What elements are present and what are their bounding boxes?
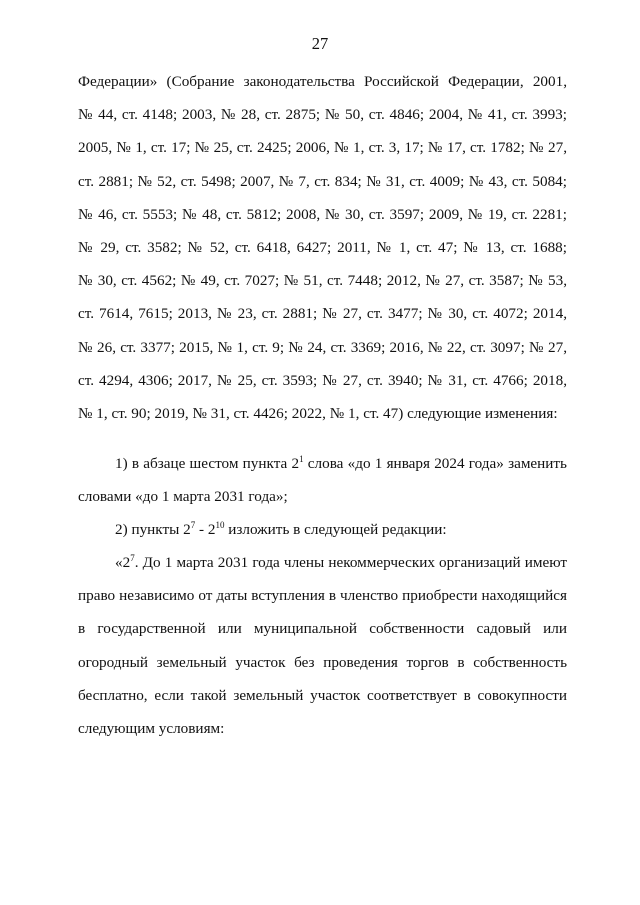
text-line: ст. 7614, 7615; 2013, № 23, ст. 2881; № 27, ст. 3477; № 30, ст. 4072; 2014, <box>78 305 567 323</box>
text-line <box>78 513 567 546</box>
text-line: ст. 4294, 4306; 2017, № 25, ст. 3593; № 27, ст. 3940; № 31, ст. 4766; 2018, <box>78 371 567 389</box>
text-fragment: слова «до 1 января 2024 года» заменить <box>303 455 567 472</box>
amendment-item-2 <box>78 513 567 546</box>
text-line: 2005, № 1, ст. 17; № 25, ст. 2425; 2006, № 1, ст. 3, 17; № 17, ст. 1782; № 27, <box>78 139 567 157</box>
main-paragraph <box>78 65 567 430</box>
text-fragment: - 2 <box>195 521 216 538</box>
text-line: № 26, ст. 3377; 2015, № 1, ст. 9; № 24, ст. 3369; 2016, № 22, ст. 3097; № 27, <box>78 338 567 356</box>
text-line: ст. 2881; № 52, ст. 5498; 2007, № 7, ст. 834; № 31, ст. 4009; № 43, ст. 5084; <box>78 172 567 190</box>
superscript: 1 <box>299 454 304 464</box>
text-line: № 44, ст. 4148; 2003, № 28, ст. 2875; № 50, ст. 4846; 2004, № 41, ст. 3993; <box>78 106 567 124</box>
superscript: 7 <box>130 553 135 563</box>
text-line <box>78 447 567 480</box>
superscript: 7 <box>190 520 196 530</box>
superscript: 10 <box>215 520 225 530</box>
text-line: словами «до 1 марта 2031 года»; <box>78 488 288 506</box>
amendment-item-1 <box>78 447 567 513</box>
text-fragment: изложить в следующей редакции: <box>224 521 447 538</box>
text-line: право независимо от даты вступления в членство приобрести находящийся <box>78 587 567 605</box>
text-fragment: «2 <box>115 554 131 571</box>
text-line: бесплатно, если такой земельный участок соответствует в совокупности <box>78 686 567 704</box>
page-number: 27 <box>311 34 329 53</box>
text-fragment: 2) пункты 2 <box>115 521 191 538</box>
text-line: № 29, ст. 3582; № 52, ст. 6418, 6427; 2011, № 1, ст. 47; № 13, ст. 1688; <box>78 238 567 256</box>
text-fragment: . До 1 марта 2031 года члены некоммерческих организаций имеют <box>134 554 567 571</box>
text-line: огородный земельный участок без проведения торгов в собственность <box>78 653 567 671</box>
text-line: № 1, ст. 90; 2019, № 31, ст. 4426; 2022, № 1, ст. 47) следующие изменения: <box>78 404 558 422</box>
text-line: № 30, ст. 4562; № 49, ст. 7027; № 51, ст. 7448; 2012, № 27, ст. 3587; № 53, <box>78 272 567 290</box>
text-line: № 46, ст. 5553; № 48, ст. 5812; 2008, № 30, ст. 3597; 2009, № 19, ст. 2281; <box>78 205 567 223</box>
text-line <box>78 546 567 579</box>
text-line: Федерации» (Собрание законодательства Российской Федерации, 2001, <box>78 73 567 90</box>
quoted-new-text <box>78 546 567 745</box>
text-fragment: 1) в абзаце шестом пункта 2 <box>115 455 300 472</box>
text-line: следующим условиям: <box>78 719 225 737</box>
text-line: в государственной или муниципальной собственности садовый или <box>78 620 567 638</box>
